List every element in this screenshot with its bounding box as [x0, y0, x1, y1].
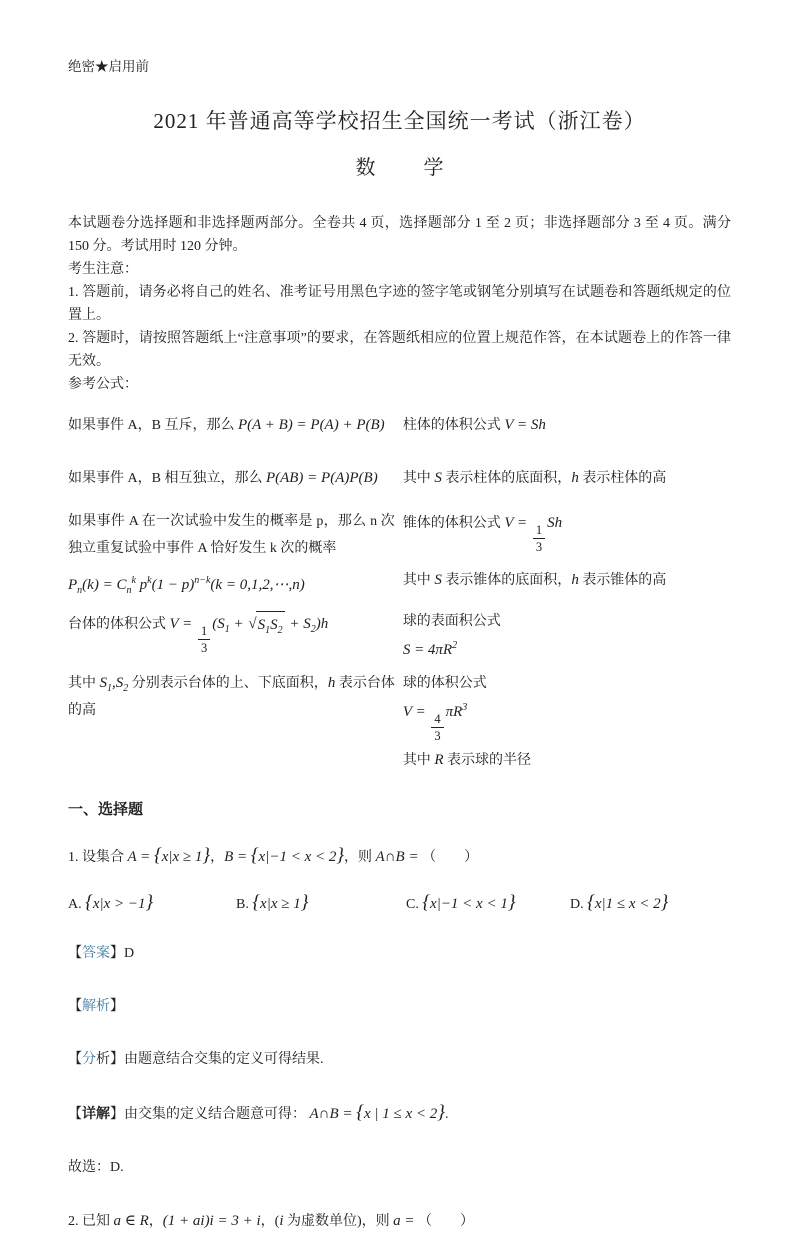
secrecy-label: 绝密★启用前 [68, 59, 149, 74]
formula-sphere-volume: V = $\frac{4}{3}$ $\pi R^3$ [402, 701, 468, 743]
section-heading-choice: 一、选择题 [68, 801, 144, 819]
detail-solution-line: 【详解】由交集的定义结合题意可得： A∩B = {x | 1 ≤ x < 2}. [68, 1102, 449, 1124]
option-b: B. {x|x ≥ 1} [236, 892, 309, 914]
formula-frustum-volume: 台体的体积公式 V = $\frac{1}{3}$ ($S_1$ + √ $S_1S_2$ + $S_2)h$ [68, 611, 395, 656]
formula-bernoulli: $P_n(k) = C_n^k$ $p^k(1 - p)^{n-k}(k$ = 0,1,2,⋯,n) [68, 575, 305, 596]
formula-frustum-note: 其中 $S_1,S_2$ 分别表示台体的上、下底面积，h 表示台体的高 [68, 674, 395, 718]
option-d: D. {x|1 ≤ x < 2} [570, 892, 669, 914]
formula-cylinder-volume: 柱体的体积公式 V = Sh [402, 417, 546, 433]
formula-cone-note: 其中 S 表示锥体的底面积，h 表示锥体的高 [402, 571, 667, 588]
conclusion-line: 故选：D. [68, 1160, 124, 1176]
formula-independent: 如果事件 A，B 相互独立，那么 P(AB) = P(A)P(B) [68, 470, 378, 486]
notice-item-1: 1. 答题前，请务必将自己的姓名、准考证号用黑色字迹的签字笔或钢笔分别填写在试题卷和答题纸规定的位置上。 [68, 285, 731, 323]
option-a: A. {x|x > −1} [68, 892, 154, 914]
option-c: C. {x|−1 < x < 1} [406, 892, 516, 914]
subject-title: 数 学 [355, 157, 458, 179]
formula-sphere-volume-label: 球的体积公式 [402, 675, 487, 691]
reference-formula-label: 参考公式： [68, 377, 138, 392]
notice-label: 考生注意： [68, 262, 138, 277]
formula-mutually-exclusive: 如果事件 A，B 互斥，那么 P(A + B) = P(A) + P(B) [68, 417, 385, 433]
formula-cylinder-note: 其中 S 表示柱体的底面积，h 表示柱体的高 [402, 470, 667, 486]
question-1-options [68, 892, 731, 914]
exam-title: 2021 年普通高等学校招生全国统一考试（浙江卷） [153, 109, 646, 133]
formula-bernoulli-text: 如果事件 A 在一次试验中发生的概率是 p，那么 n 次独立重复试验中事件 A 恰好发生 k 次的概率 [68, 514, 395, 556]
intro-paragraph: 本试题卷分选择题和非选择题两部分。全卷共 4 页，选择题部分 1 至 2 页；非选择题部分 3 至 4 页。满分 150 分。考试用时 120 分钟。 [68, 216, 731, 254]
analysis-header-line: 【解析】 [68, 999, 124, 1015]
answer-line: 【答案】D [68, 946, 135, 962]
formulas-left-column [68, 412, 403, 774]
notice-item-2: 2. 答题时，请按照答题纸上“注意事项”的要求，在答题纸相应的位置上规范作答，在本试题卷上的作答一律无效。 [68, 331, 731, 369]
formula-sphere-surface: $S = 4\pi R^2$ [402, 639, 458, 658]
formula-sphere-surface-label: 球的表面积公式 [402, 613, 501, 629]
question-1-stem: 1. 设集合 A = {x|x ≥ 1}，B = {x|−1 < x < 2}，则 A∩B = （ ） [68, 845, 479, 867]
formula-sphere-note: 其中 R 表示球的半径 [402, 752, 531, 769]
formulas-right-column [403, 412, 731, 774]
analysis-line: 【分析】由题意结合交集的定义可得结果. [68, 1052, 324, 1068]
question-2-stem: 2. 已知 a ∈ R，(1 + ai)i = 3 + i，(i 为虚数单位)，则 a = （ ） [68, 1213, 475, 1230]
reference-formulas [68, 412, 731, 774]
formula-cone-volume: 锥体的体积公式 V = $\frac{1}{3}$ Sh [402, 515, 563, 555]
